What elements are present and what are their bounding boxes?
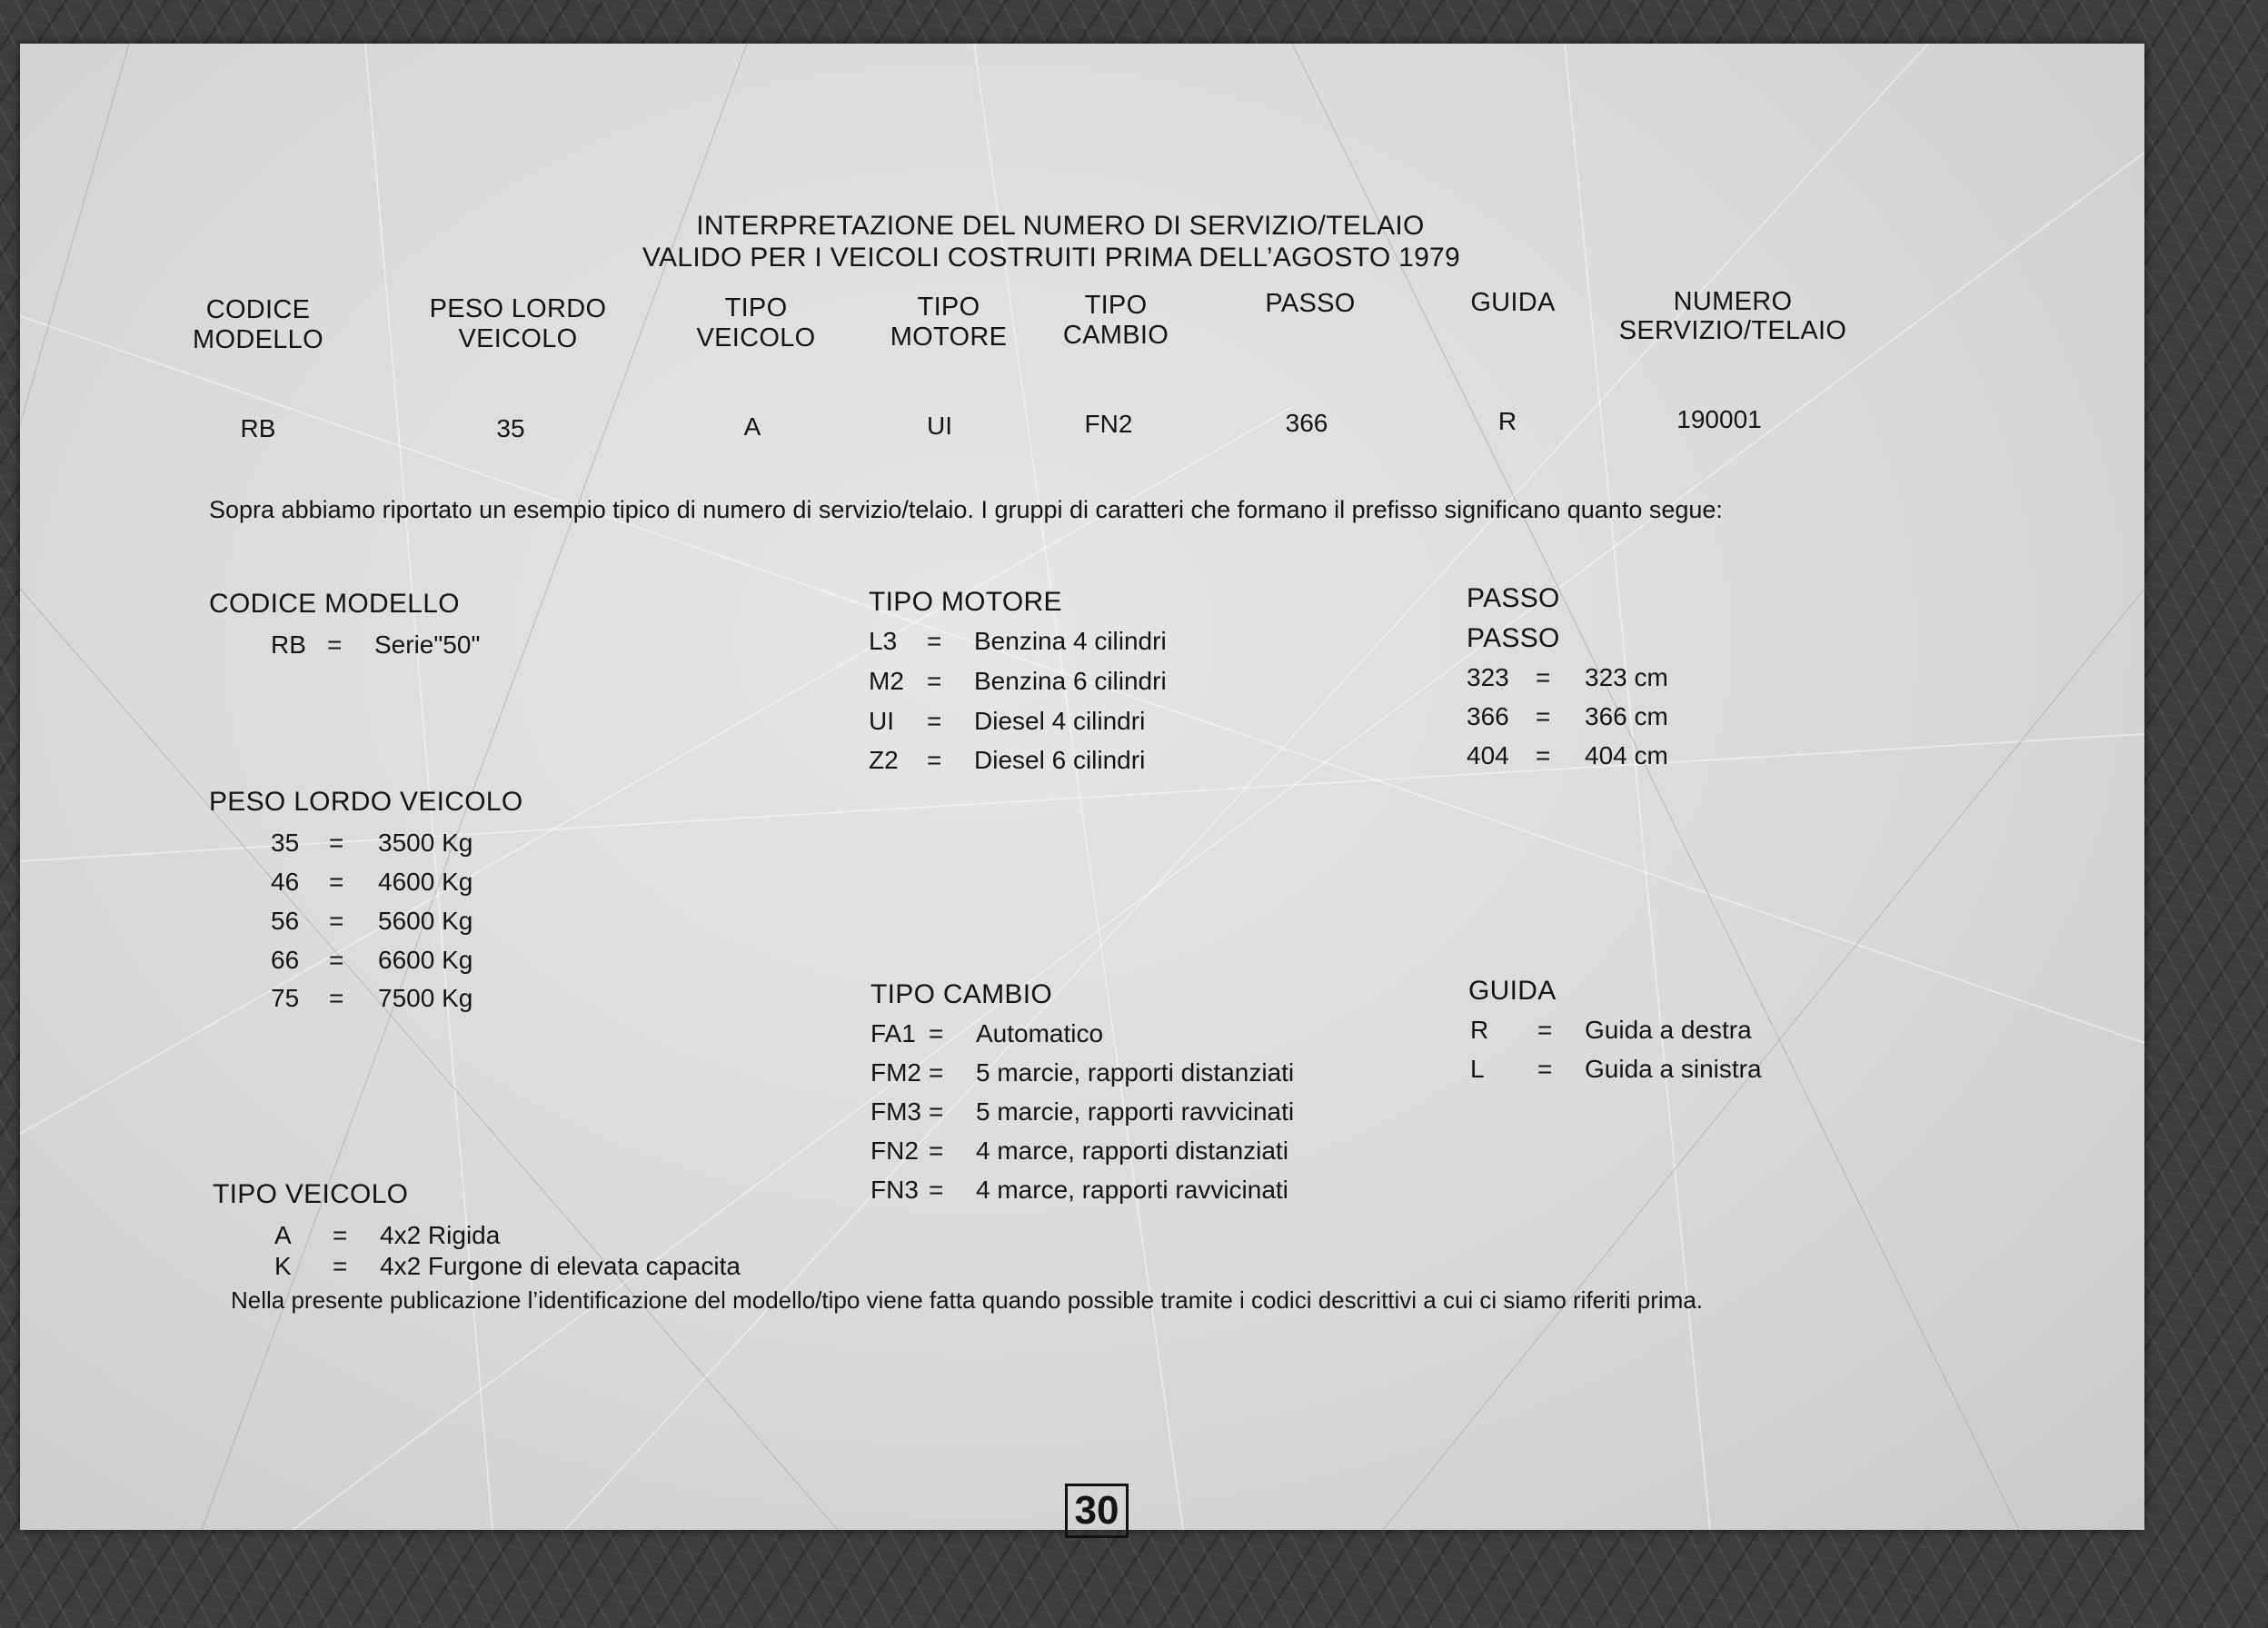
passo-row-desc: 404 cm [1585, 741, 1668, 769]
tipo-motore-row-eq: = [927, 627, 942, 655]
col-codice-modello-header-2: MODELLO [193, 325, 323, 354]
section-passo-heading: PASSO [1467, 583, 1560, 613]
col-tipo-veicolo-value: A [743, 412, 761, 441]
col-passo-header: PASSO [1265, 289, 1356, 318]
tipo-cambio-row-desc: 5 marcie, rapporti ravvicinati [976, 1097, 1295, 1126]
passo-row-code: 366 [1467, 702, 1509, 730]
col-codice-modello-header-1: CODICE [205, 295, 311, 324]
section-codice-modello-heading: CODICE MODELLO [209, 589, 460, 619]
tipo-motore-row-code: L3 [869, 627, 898, 655]
peso-row-eq: = [329, 984, 344, 1012]
col-guida-value: R [1497, 407, 1517, 435]
guida-row-eq: = [1537, 1016, 1553, 1044]
page-title: INTERPRETAZIONE DEL NUMERO DI SERVIZIO/TELAIO [696, 211, 1425, 241]
document-page [20, 44, 2144, 1533]
section-tipo-veicolo-heading: TIPO VEICOLO [213, 1179, 409, 1209]
tipo-cambio-row-eq: = [929, 1137, 944, 1165]
col-tipo-cambio-header-2: CAMBIO [1062, 321, 1169, 350]
peso-row-eq: = [329, 868, 344, 896]
peso-row-code: 35 [271, 829, 300, 857]
page-number: 30 [1065, 1484, 1129, 1538]
section-peso-lordo-heading: PESO LORDO VEICOLO [209, 787, 523, 817]
tipo-motore-row-desc: Diesel 6 cilindri [974, 746, 1146, 774]
tipo-cambio-row-eq: = [929, 1097, 944, 1126]
section-passo-subheading: PASSO [1467, 623, 1560, 653]
guida-row-desc: Guida a destra [1585, 1016, 1752, 1044]
intro-text: Sopra abbiamo riportato un esempio tipico di numero di servizio/telaio. I gruppi di caratteri che formano il prefisso significano quanto segue: [209, 496, 1723, 523]
tipo-cambio-row-code: FM3 [870, 1097, 921, 1126]
tipo-cambio-row-code: FN2 [870, 1137, 919, 1165]
tipo-veicolo-row-eq: = [333, 1221, 348, 1249]
tipo-cambio-row-desc: 4 marce, rapporti ravvicinati [976, 1176, 1288, 1204]
col-tipo-motore-header-1: TIPO [917, 293, 980, 322]
guida-row-eq: = [1537, 1055, 1553, 1083]
col-peso-lordo-header-1: PESO LORDO [429, 294, 607, 323]
tipo-veicolo-row-code: K [274, 1252, 292, 1280]
col-guida-header: GUIDA [1470, 288, 1556, 317]
page-subtitle: VALIDO PER I VEICOLI COSTRUITI PRIMA DELL’AGOSTO 1979 [642, 243, 1461, 273]
col-numero-header-1: NUMERO [1673, 287, 1793, 316]
peso-row-eq: = [329, 829, 344, 857]
tipo-cambio-row-eq: = [929, 1019, 944, 1047]
guida-row-desc: Guida a sinistra [1585, 1055, 1762, 1083]
tipo-cambio-row-desc: 4 marce, rapporti distanziati [976, 1137, 1288, 1165]
col-passo-value: 366 [1285, 409, 1328, 437]
col-tipo-veicolo-header-1: TIPO [724, 293, 788, 323]
guida-row-code: L [1470, 1055, 1485, 1083]
peso-row-eq: = [329, 946, 344, 974]
tipo-motore-row-desc: Benzina 6 cilindri [974, 667, 1167, 695]
section-tipo-motore-heading: TIPO MOTORE [869, 587, 1062, 617]
col-tipo-veicolo-header-2: VEICOLO [696, 323, 816, 352]
tipo-cambio-row-eq: = [929, 1058, 944, 1087]
col-peso-lordo-header-2: VEICOLO [458, 324, 578, 353]
col-tipo-cambio-value: FN2 [1084, 410, 1133, 438]
passo-row-eq: = [1536, 663, 1551, 691]
tipo-cambio-row-eq: = [929, 1176, 944, 1204]
col-tipo-cambio-header-1: TIPO [1084, 291, 1148, 320]
peso-row-code: 75 [271, 984, 300, 1012]
passo-row-code: 323 [1467, 663, 1509, 691]
tipo-motore-row-desc: Benzina 4 cilindri [974, 627, 1167, 655]
tipo-motore-row-desc: Diesel 4 cilindri [974, 707, 1146, 735]
peso-row-desc: 3500 Kg [378, 829, 473, 857]
tipo-motore-row-code: Z2 [869, 746, 899, 774]
peso-row-desc: 6600 Kg [378, 946, 473, 974]
tipo-veicolo-row-code: A [274, 1221, 292, 1249]
col-tipo-motore-header-2: MOTORE [890, 323, 1008, 352]
tipo-cambio-row-desc: Automatico [976, 1019, 1104, 1047]
tipo-cambio-row-code: FA1 [870, 1019, 916, 1047]
peso-row-desc: 4600 Kg [378, 868, 473, 896]
tipo-motore-row-eq: = [927, 746, 942, 774]
tipo-cambio-row-code: FN3 [870, 1176, 919, 1204]
peso-row-code: 46 [271, 868, 300, 896]
tipo-motore-row-code: M2 [869, 667, 904, 695]
peso-row-eq: = [329, 907, 344, 935]
col-tipo-motore-value: UI [927, 412, 952, 440]
tipo-veicolo-row-eq: = [333, 1252, 348, 1280]
tipo-veicolo-row-desc: 4x2 Rigida [380, 1221, 501, 1249]
peso-row-desc: 5600 Kg [378, 907, 473, 935]
codice-modello-desc: Serie"50" [374, 630, 481, 659]
tipo-motore-row-eq: = [927, 707, 942, 735]
codice-modello-eq: = [327, 630, 343, 659]
peso-row-desc: 7500 Kg [378, 984, 473, 1012]
passo-row-eq: = [1536, 741, 1551, 769]
tipo-cambio-row-desc: 5 marcie, rapporti distanziati [976, 1058, 1295, 1087]
tipo-cambio-row-code: FM2 [870, 1058, 921, 1087]
col-peso-lordo-value: 35 [496, 414, 525, 442]
col-numero-value: 190001 [1676, 405, 1762, 433]
passo-row-desc: 366 cm [1585, 702, 1668, 730]
section-tipo-cambio-heading: TIPO CAMBIO [870, 979, 1052, 1009]
col-codice-modello-value: RB [240, 414, 276, 442]
tipo-veicolo-row-desc: 4x2 Furgone di elevata capacita [380, 1252, 741, 1280]
passo-row-eq: = [1536, 702, 1551, 730]
footer-note: Nella presente publicazione l’identificazione del modello/tipo viene fatta quando possible tramite i codici descrittivi a cui ci siamo riferiti prima. [231, 1286, 1704, 1314]
guida-row-code: R [1470, 1016, 1489, 1044]
tipo-motore-row-eq: = [927, 667, 942, 695]
peso-row-code: 56 [271, 907, 300, 935]
passo-row-code: 404 [1467, 741, 1509, 769]
tipo-motore-row-code: UI [869, 707, 894, 735]
peso-row-code: 66 [271, 946, 300, 974]
col-numero-header-2: SERVIZIO/TELAIO [1618, 316, 1847, 345]
passo-row-desc: 323 cm [1585, 663, 1668, 691]
section-guida-heading: GUIDA [1468, 976, 1557, 1006]
codice-modello-code: RB [271, 630, 306, 659]
